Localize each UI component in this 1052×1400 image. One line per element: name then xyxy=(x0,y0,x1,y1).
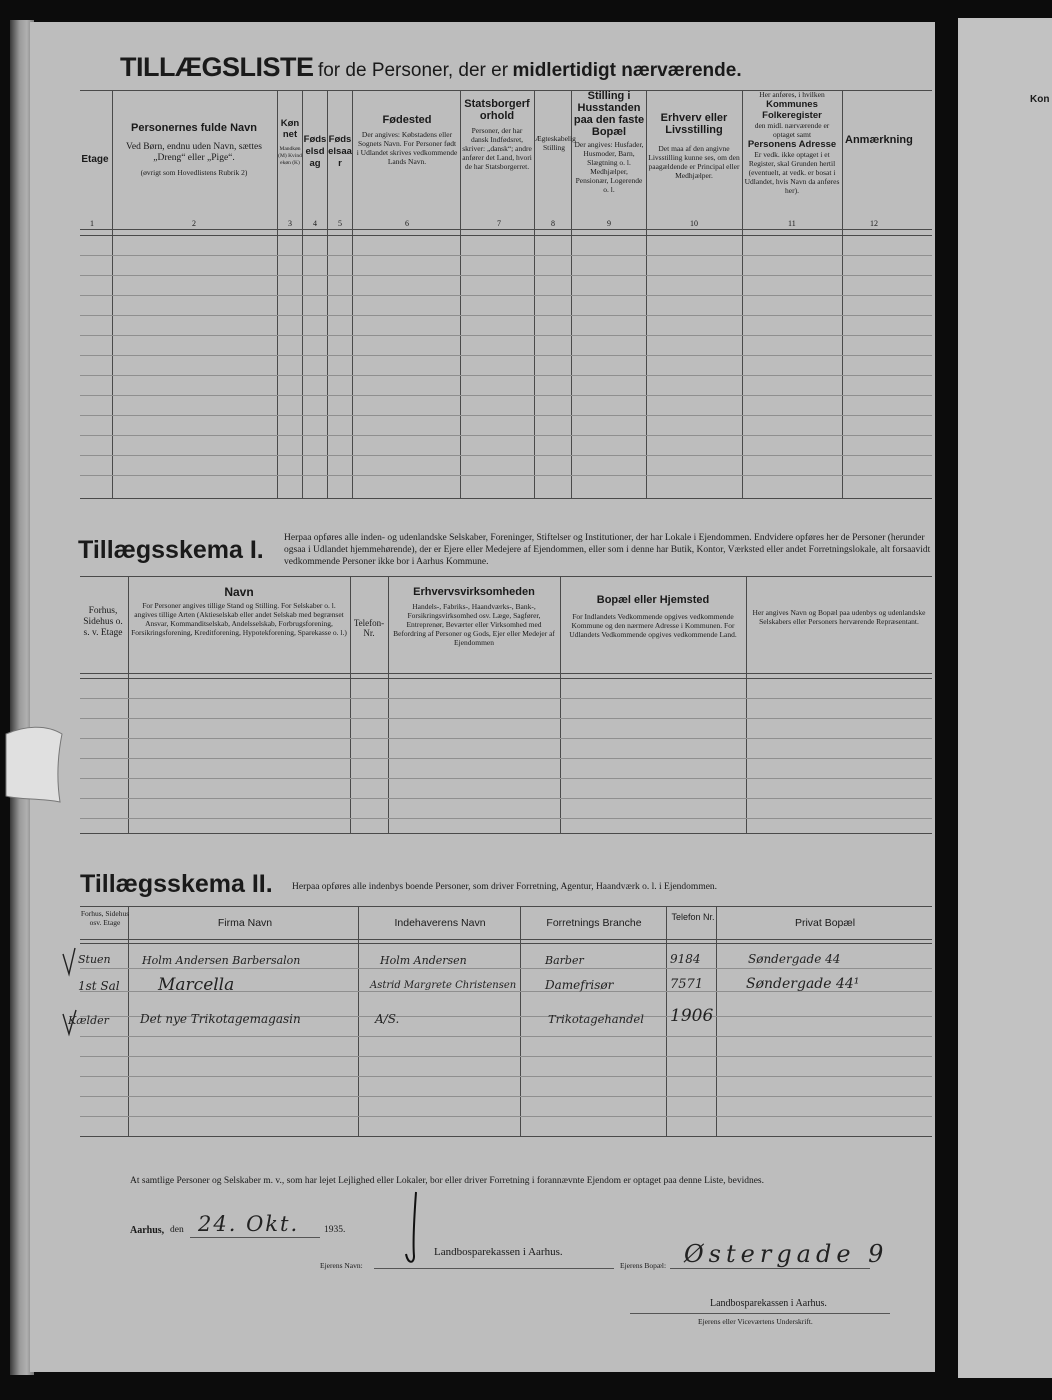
ruled-line xyxy=(80,315,932,316)
s2-row2-bopael: Søndergade 44¹ xyxy=(746,976,860,992)
s2-col-indehaver: Indehaverens Navn xyxy=(394,917,486,929)
s1-col-telefon: Telefon-Nr. xyxy=(353,618,385,638)
s2-row3-telefon: 1906 xyxy=(670,1006,714,1026)
s2-col-firma: Firma Navn xyxy=(217,917,273,929)
s2-row2-etage: 1st Sal xyxy=(78,979,120,993)
s1-col-navn: Navn For Personer angives tillige Stand og Stilling. For Selskaber o. l. angives tillige Arten (Aktieselskab eller andet Selskab med begrænset Ansvar, Kommanditselskab, Andelsselskab, Forbrugsforening, Forsikringsforening, Kreditforening, Hypotekforening, Sparekasse o. l.) xyxy=(131,585,347,637)
ruled-line xyxy=(80,415,932,416)
s1-col-etage: Forhus, Sidehus o. s. v. Etage xyxy=(83,606,123,638)
ruled-line xyxy=(80,1096,932,1097)
ruled-line xyxy=(80,718,932,719)
col-fodselsdag-header: Fødselsdag xyxy=(303,134,327,169)
ruled-line xyxy=(80,1116,932,1117)
col-statsborger-header: Statsborgerforhold Personer, der har dansk Indfødsret, skriver: „dansk“; andre anfører det Land, hvori de har Statsborgerret. xyxy=(462,98,532,171)
grid-vline xyxy=(358,906,359,1136)
s1-col-representant: Her angives Navn og Bopæl paa udenbys og udenlandske Selskabers eller Personers herværende Repræsentant. xyxy=(752,608,926,626)
year-label: 1935. xyxy=(324,1225,346,1235)
ruled-line xyxy=(80,455,932,456)
s2-row2-indehaver: Astrid Margrete Christensen xyxy=(370,980,517,991)
ruled-line xyxy=(80,698,932,699)
s1-col-bopael: Bopæl eller Hjemsted For Indlandets Vedkommende opgives vedkommende Kommune og den nærmere Adresse i Kommunen. For Udlandets Vedkommende opgives vedkommende Land. xyxy=(569,594,737,639)
col-name-header: Personernes fulde Navn Ved Børn, endnu uden Navn, sættes „Dreng“ eller „Pige“. (øvrigt som Hovedlistens Rubrik 2) xyxy=(126,122,262,177)
ruled-line xyxy=(80,1036,932,1037)
s2-row1-etage: Stuen xyxy=(78,953,111,966)
s2-row3-indehaver: A/S. xyxy=(375,1012,400,1026)
s2-col-branche: Forretnings Branche xyxy=(546,917,642,929)
binder-clip xyxy=(0,720,80,810)
s2-row2-branche: Damefrisør xyxy=(545,978,614,992)
ruled-line xyxy=(80,295,932,296)
ruled-line xyxy=(80,255,932,256)
ruled-line xyxy=(80,738,932,739)
s2-col-telefon: Telefon Nr. xyxy=(671,912,715,922)
grid-vline xyxy=(520,906,521,1136)
ruled-line xyxy=(80,275,932,276)
s2-row1-branche: Barber xyxy=(545,954,584,967)
s2-col-bopael: Privat Bopæl xyxy=(794,917,856,929)
ruled-line xyxy=(80,758,932,759)
col-erhverv-header: Erhverv eller Livsstilling Det maa af den angivne Livsstilling kunne ses, om den paagældende er Principal eller Medhjælper. xyxy=(648,112,740,180)
col-fodested-header: Fødested Der angives: Købstadens eller Sognets Navn. For Personer født i Udlandet skrives vedkommende Lands Navn. xyxy=(356,114,458,166)
signature-stamp: Landbosparekassen i Aarhus. xyxy=(710,1298,827,1309)
s2-row3-branche: Trikotagehandel xyxy=(548,1012,644,1026)
grid-vline xyxy=(842,90,843,498)
ruled-line xyxy=(80,355,932,356)
ruled-line xyxy=(80,798,932,799)
grid-vline xyxy=(460,90,461,498)
grid-vline xyxy=(646,90,647,498)
ruled-line xyxy=(80,968,932,969)
s2-row1-telefon: 9184 xyxy=(670,952,701,966)
grid-vline xyxy=(350,576,351,833)
grid-vline xyxy=(666,906,667,1136)
place-label: Aarhus, xyxy=(130,1225,165,1236)
ruled-line xyxy=(80,395,932,396)
col-kon-header: Kønnet Mandkøn (M) Kvindekøn (K) xyxy=(278,118,302,166)
check-marks xyxy=(60,944,82,1044)
s2-row3-etage: Kælder xyxy=(68,1014,109,1027)
grid-vline xyxy=(128,906,129,1136)
attestation-statement: At samtlige Personer og Selskaber m. v., som har lejet Lejlighed eller Lokaler, bor eller driver Forretning i forannævnte Ejendom er optaget paa denne Liste, bevidnes. xyxy=(130,1176,764,1186)
owner-address-label: Ejerens Bopæl: xyxy=(620,1261,667,1270)
s2-row3-firma: Det nye Trikotagemagasin xyxy=(140,1012,301,1026)
ruled-line xyxy=(80,335,932,336)
liste-title: TILLÆGSLISTE for de Personer, der er midlertidigt nærværende. xyxy=(120,52,742,82)
owner-name-label: Ejerens Navn: xyxy=(320,1261,363,1270)
ruled-line xyxy=(80,435,932,436)
col-fodselsaar-header: Fødselsaar xyxy=(328,134,352,169)
grid-vline xyxy=(746,576,747,833)
ruled-line xyxy=(80,1056,932,1057)
col-aegteskab-header: Ægteskabelig Stilling xyxy=(535,134,576,152)
next-page-fragment: Kon xyxy=(1030,94,1050,105)
den-label: den xyxy=(170,1225,184,1235)
s2-row2-telefon: 7571 xyxy=(670,977,704,992)
s1-col-erhverv: Erhvervsvirksomheden Handels-, Fabriks-, Haandværks-, Bank-, Forsikringsvirksomhed osv. Læge, Sagfører, Entreprenør, Beværter eller Virksomhed med Befordring af Personer og Gods, Ejer eller Medejer af Ejendommen xyxy=(393,586,555,647)
date-handwritten: 24. Okt. xyxy=(198,1212,300,1236)
ruled-line xyxy=(80,475,932,476)
col-etage-header: Etage xyxy=(81,154,109,165)
grid-vline xyxy=(388,576,389,833)
skema2-description: Herpaa opføres alle indenbys boende Personer, som driver Forretning, Agentur, Haandværk o. l. i Ejendommen. xyxy=(292,882,718,892)
grid-vline xyxy=(716,906,717,1136)
col-stilling-header: Stilling i Husstanden paa den faste Bopæl Der angives: Husfader, Husmoder, Barn, Slægtning o. l. Medhjælper, Pensionær, Logerende o. l. xyxy=(573,90,645,194)
owner-name-stamp: Landbosparekassen i Aarhus. xyxy=(434,1246,563,1258)
s2-row1-indehaver: Holm Andersen xyxy=(380,954,467,967)
signature-label: Ejerens eller Viceværtens Underskrift. xyxy=(698,1317,813,1326)
s2-col-etage: Forhus, Sidehus osv. Etage xyxy=(80,909,130,927)
grid-vline xyxy=(352,90,353,498)
skema1-title: Tillægsskema I. xyxy=(78,536,264,564)
census-form-page: TILLÆGSLISTE for de Personer, der er midlertidigt nærværende. Etage Personernes fulde Navn Ved Børn, endnu uden Navn, sættes „Dreng“ eller „Pige“. (øvrigt som Hovedlistens Rubrik 2) Kønnet Mandkøn (M) Kvindekøn (K) Fødselsdag Fødselsaar Fødested Der angives: Købstadens eller Sognets Navn. For Personer født i Udlandet skrives vedkommende Lands Navn. Statsborgerforhold Personer, der har dansk Indfødsret, skriver: „dansk“; andre anfører det Land, hvori de har Statsborgerret. Ægteskabelig Stilling Stilling i Husstanden paa den faste Bopæl Der angives: Husfader, Husmoder, Barn, Slægtning o. l. Medhjælper, Pensionær, Logerende o. l. Erhverv eller Livsstilling Det maa af den angivne Livsstilling kunne ses, om den paagældende er Principal eller Medhjælper. Her anføres, i hvilken Kommunes Folkeregister den midl. nærværende er optaget samt Personens Adresse Er vedk. ikke optaget i et Register, skal Grunden hertil (eventuelt, at vedk. er bosat i Udlandet, hvis Navn da anføres her). Anmærkning 1 2 3 4 5 6 7 8 9 10 11 12 Tillægsskema I. Herpaa opføres alle inden- og udenlandske Selskaber, Foreninger, Stiftelser og Institutioner, der har Lokale i Ejendommen. Endvidere opføres her de Personer (herunder ogsaa i Udlandet hjemmehørende), der er Ejere eller Medejere af Ejendommen, eller som i denne har Butik, Kontor, Værksted eller andet Forretningslokale, alt forsaavidt vedkommende Personer ikke bor i Aarhus Kommune. Forhus, Sidehus o. s. v. Etage Navn For Personer angives tillige Stand og Stilling. For Selskaber o. l. angives tillige Arten (Aktieselskab eller andet Selskab med begrænset Ansvar, Kommanditselskab, Andelsselskab, Forbrugsforening, Forsikringsforening, Kreditforening, Hypotekforening, Sparekasse o. l.) Telefon-Nr. Erhvervsvirksomheden Handels-, Fabriks-, Haandværks-, Bank-, Forsikringsvirksomhed osv. Læge, Sagfører, Entreprenør, Beværter eller Virksomhed med Befordring af Personer og Gods, Ejer eller Medejer af Ejendommen Bopæl eller Hjemsted For Indlandets Vedkommende opgives vedkommende Kommune og den nærmere Adresse i Kommunen. For Udlandets Vedkommende opgives vedkommende Land. Her angives Navn og Bopæl paa udenbys og udenlandske Selskabers eller Personers herværende Repræsentant. Tillægsskema II. Herpaa opføres alle indenbys boende Personer, som driver Forretning, Agentur, Haandværk o. l. i Ejendommen. Forhus, Sidehus osv. Etage Firma Navn Indehaverens Navn Forretnings Branche Telefon Nr. Privat Bopæl Stuen Holm Andersen Barbersalon Holm Andersen Barber 9184 Søndergade 44 1st Sal Marcella Astrid Margrete Christensen Damefrisør 7571 Søndergade 44¹ Kælder Det nye Trikotagemagasin A/S. Trikotagehandel 1906 At samtlige Personer og Selskaber m. v., som har lejet Lejlighed eller Lokaler, bor eller driver Forretning i forannævnte Ejendom er optaget paa denne Liste, bevidnes. Aarhus, den 24. Okt. 1935. Landbosparekassen i Aarhus. Ejerens Navn: Ejerens Bopæl: Østergade 9 Landbosparekassen i Aarhus. Ejerens eller Viceværtens Underskrift. xyxy=(30,22,935,1372)
grid-vline xyxy=(128,576,129,833)
ruled-line xyxy=(80,778,932,779)
ruled-line xyxy=(80,818,932,819)
next-page-edge xyxy=(958,18,1052,1378)
s2-row1-bopael: Søndergade 44 xyxy=(748,952,841,966)
s2-row2-firma: Marcella xyxy=(158,975,235,995)
col-anmaerkning-header: Anmærkning xyxy=(845,134,913,146)
skema2-title: Tillægsskema II. xyxy=(80,870,273,898)
ruled-line xyxy=(80,375,932,376)
ruled-line xyxy=(80,1076,932,1077)
owner-address-handwritten: Østergade 9 xyxy=(684,1240,889,1268)
signature-stroke xyxy=(400,1190,424,1270)
col-folkeregister-header: Her anføres, i hvilken Kommunes Folkeregister den midl. nærværende er optaget samt Personens Adresse Er vedk. ikke optaget i et Register, skal Grunden hertil (eventuelt, at vedk. er bosat i Udlandet, hvis Navn da anføres her). xyxy=(744,90,840,195)
skema1-description: Herpaa opføres alle inden- og udenlandske Selskaber, Foreninger, Stiftelser og Institutioner, der har Lokale i Ejendommen. Endvidere opføres her de Personer (herunder ogsaa i Udlandet hjemmehørende), der er Ejere eller Medejere af Ejendommen, eller som i denne har Butik, Kontor, Værksted eller andet Forretningslokale, alt forsaavidt vedkommende Personer ikke bor i Aarhus Kommune. xyxy=(284,533,931,567)
s2-row1-firma: Holm Andersen Barbersalon xyxy=(142,954,301,967)
grid-vline xyxy=(560,576,561,833)
